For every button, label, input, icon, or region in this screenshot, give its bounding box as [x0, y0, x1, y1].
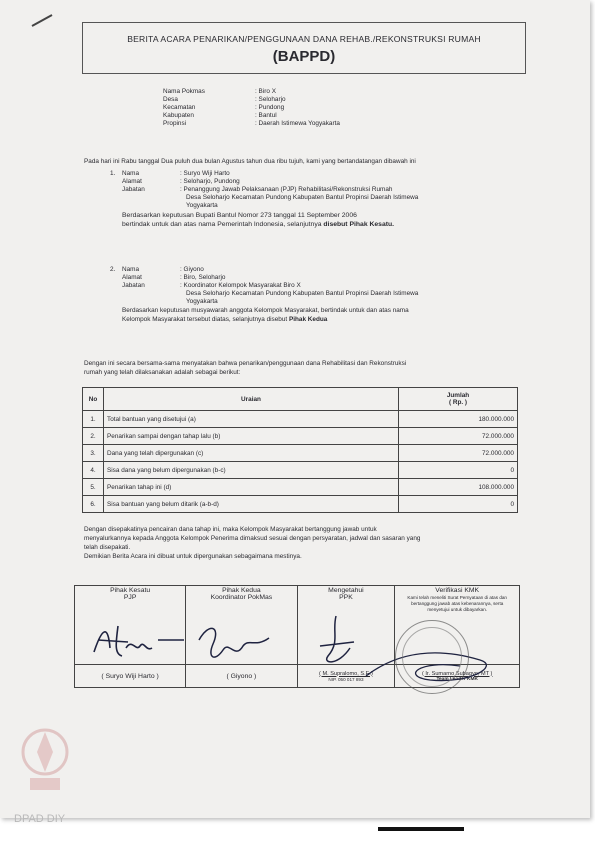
signature-role: Koordinator PokMas: [210, 594, 273, 601]
table-row: [83, 496, 518, 513]
party-value: : Koordinator Kelompok Masyarakat Biro X: [180, 282, 301, 289]
pokmas-value: : Biro X: [255, 88, 276, 95]
bottom-bar: [378, 827, 464, 831]
party-label: Alamat: [122, 274, 142, 281]
party-value: : Seloharjo, Pundong: [180, 178, 240, 185]
statement-text: rumah yang telah dilaksanakan adalah sebagai berikut:: [84, 369, 241, 376]
table-row: [83, 462, 518, 479]
signature-title: Verifikasi KMK: [435, 587, 480, 594]
party-value-cont: Yogyakarta: [186, 298, 218, 305]
closing-text: Dengan disepakatinya pencairan dana tahap ini, maka Kelompok Masyarakat bertanggung jawab untuk: [84, 526, 377, 533]
party-value-cont: Desa Seloharjo Kecamatan Pundong Kabupaten Bantul Propinsi Daerah Istimewa: [186, 194, 419, 201]
pokmas-label: Kecamatan: [163, 104, 196, 111]
statement-text: Dengan ini secara bersama-sama menyatakan bahwa penarikan/penggunaan dana Rehabilitasi dan Rekonstruksi: [84, 360, 407, 367]
closing-text: menyalurkannya kepada Anggota Kelompok Penerima dimaksud sesuai dengan persyaratan, jadwal dan sasaran yang: [84, 535, 421, 542]
party1-basis-text: bertindak untuk dan atas nama Pemerintah Indonesia, selanjutnya: [122, 221, 322, 228]
pokmas-info: [163, 88, 463, 128]
party1-number: 1.: [110, 170, 116, 177]
table-header-row: [83, 388, 518, 411]
party1-designation: disebut Pihak Kesatu.: [323, 221, 395, 228]
pokmas-label: Nama Pokmas: [163, 88, 205, 95]
pokmas-value: : Daerah Istimewa Yogyakarta: [255, 120, 340, 127]
signature-name: ( Giyono ): [186, 665, 297, 688]
party-label: Jabatan: [122, 282, 145, 289]
intro-text: Pada hari ini Rabu tanggal Dua puluh dua bulan Agustus tahun dua ribu tujuh, kami yang bertandatangan dibawah ini: [84, 158, 416, 165]
header-uraian: Uraian: [104, 388, 399, 411]
pokmas-value: : Seloharjo: [255, 96, 286, 103]
row-uraian: Dana yang telah dipergunakan (c): [104, 445, 399, 462]
party-value-cont: Yogyakarta: [186, 202, 218, 209]
party-value-cont: Desa Seloharjo Kecamatan Pundong Kabupaten Bantul Propinsi Daerah Istimewa: [186, 290, 419, 297]
signature-icon: [88, 618, 198, 662]
party1-info: [122, 170, 522, 210]
row-uraian: Penarikan sampai dengan tahap lalu (b): [104, 428, 399, 445]
party-value: : Biro, Seloharjo: [180, 274, 226, 281]
header-jumlah-unit: ( Rp. ): [448, 399, 468, 406]
table-row: [83, 428, 518, 445]
party2-designation: Pihak Kedua: [288, 316, 328, 323]
row-uraian: Total bantuan yang disetujui (a): [104, 411, 399, 428]
header-jumlah: [399, 388, 518, 411]
party2-basis-text: Kelompok Masyarakat tersebut diatas, selanjutnya disebut: [122, 316, 288, 323]
closing-text: Demikian Berita Acara ini dibuat untuk dipergunakan sebagaimana mestinya.: [84, 553, 302, 560]
header-no: No: [83, 388, 104, 411]
row-no: 6.: [83, 496, 104, 513]
row-no: 2.: [83, 428, 104, 445]
header-box: [82, 22, 526, 74]
signature-role: PPK: [339, 594, 353, 601]
table-row: [83, 479, 518, 496]
row-no: 1.: [83, 411, 104, 428]
header-jumlah-label: Jumlah: [446, 392, 470, 399]
signature-name: ( Ir. Sumarno Subagyo, MT ): [421, 670, 493, 677]
row-uraian: Sisa bantuan yang belum ditarik (a-b-d): [104, 496, 399, 513]
row-jumlah: 0: [399, 462, 518, 479]
party-label: Nama: [122, 266, 140, 273]
row-no: 5.: [83, 479, 104, 496]
signature-role: Kami telah meneliti Surat Pernyataan di atas dan bertanggung jawab atas kebenarannya, serta menyetujui untuk dibayarkan.: [407, 595, 507, 612]
document-title: BERITA ACARA PENARIKAN/PENGGUNAAN DANA REHAB./REKONSTRUKSI RUMAH: [127, 34, 481, 44]
pokmas-label: Desa: [163, 96, 178, 103]
pokmas-value: : Bantul: [255, 112, 277, 119]
pokmas-label: Kabupaten: [163, 112, 194, 119]
document-subtitle: (BAPPD): [272, 48, 336, 65]
party-label: Alamat: [122, 178, 142, 185]
row-jumlah: 72.000.000: [399, 428, 518, 445]
row-jumlah: 108.000.000: [399, 479, 518, 496]
row-jumlah: 72.000.000: [399, 445, 518, 462]
party-value: : Giyono: [180, 266, 204, 273]
pen-mark-icon: [30, 12, 56, 30]
closing-text: telah disepakati.: [84, 544, 131, 551]
party-label: Nama: [122, 170, 140, 177]
pokmas-label: Propinsi: [163, 120, 187, 127]
row-jumlah: 180.000.000: [399, 411, 518, 428]
party2-basis: Berdasarkan keputusan musyawarah anggota Kelompok Masyarakat, bertindak untuk dan atas nama: [122, 307, 409, 314]
signature-name: ( Suryo Wiji Harto ): [75, 665, 186, 688]
party-label: Jabatan: [122, 186, 145, 193]
pokmas-value: : Pundong: [255, 104, 285, 111]
party2-basis: [122, 316, 327, 324]
signature-title: Mengetahui: [328, 587, 364, 594]
row-uraian: Sisa dana yang belum dipergunakan (b-c): [104, 462, 399, 479]
table-row: [83, 445, 518, 462]
row-no: 4.: [83, 462, 104, 479]
party2-number: 2.: [110, 266, 116, 273]
official-stamp-inner-icon: [402, 627, 462, 687]
signature-role: PJP: [123, 594, 137, 601]
signature-extra: Team Leader KMK: [436, 676, 478, 682]
table-row: [83, 411, 518, 428]
party1-basis: Berdasarkan keputusan Bupati Bantul Nomor 273 tanggal 11 September 2006: [122, 212, 357, 219]
signature-nip: NIP. 050 017 893: [328, 676, 364, 682]
funds-table: [82, 387, 518, 513]
party-value: : Penanggung Jawab Pelaksanaan (PJP) Rehabilitasi/Rekonstruksi Rumah: [180, 186, 393, 193]
row-uraian: Penarikan tahap ini (d): [104, 479, 399, 496]
party2-info: [122, 266, 522, 306]
signature-title: Pihak Kedua: [222, 587, 261, 594]
emblem-watermark-icon: [18, 722, 72, 798]
row-jumlah: 0: [399, 496, 518, 513]
row-no: 3.: [83, 445, 104, 462]
signature-icon: [195, 620, 275, 664]
party-value: : Suryo Wiji Harto: [180, 170, 230, 177]
signature-title: Pihak Kesatu: [110, 587, 151, 594]
signature-name: ( M. Supralomo, S.E.): [319, 670, 373, 677]
watermark-text: DPAD DIY: [14, 813, 66, 825]
party1-basis: [122, 221, 394, 229]
signature-icon: [310, 612, 360, 672]
